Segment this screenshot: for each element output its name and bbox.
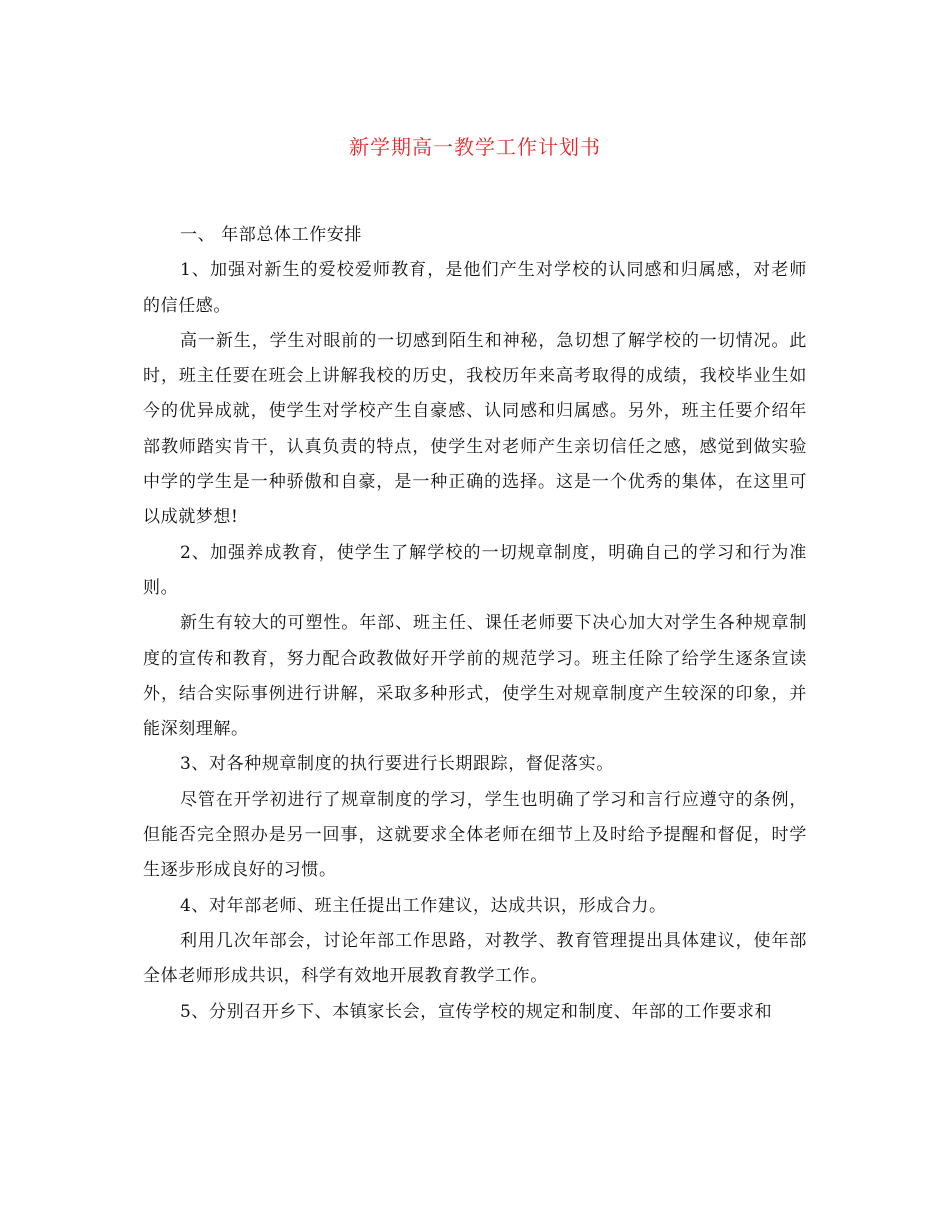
paragraph-item-3: 3、对各种规章制度的执行要进行长期跟踪，督促落实。 — [180, 754, 614, 775]
paragraph-item-1: 1、加强对新生的爱校爱师教育，是他们产生对学校的认同感和归属感，对老师的信任感。 — [143, 260, 807, 316]
paragraph: 利用几次年部会，讨论年部工作思路，对教学、教育管理提出具体建议，使年部全体老师形成共识，科学有效地开展教育教学工作。 — [143, 930, 807, 987]
paragraph-item-2: 2、加强养成教育，使学生了解学校的一切规章制度，明确自己的学习和行为准则。 — [143, 542, 807, 598]
document-title: 新学期高一教学工作计划书 — [349, 135, 601, 159]
section-heading: 一、 年部总体工作安排 — [180, 225, 363, 245]
paragraph: 新生有较大的可塑性。年部、班主任、课任老师要下决心加大对学生各种规章制度的宣传和教育，努力配合政教做好开学前的规范学习。班主任除了给学生逐条宣读外，结合实际事例进行讲解，采取多种形式，使学生对规章制度产生较深的印象，并能深刻理解。 — [143, 613, 807, 740]
paragraph: 高一新生，学生对眼前的一切感到陌生和神秘，急切想了解学校的一切情况。此时，班主任要在班会上讲解我校的历史，我校历年来高考取得的成绩，我校毕业生如今的优异成就，使学生对学校产生自豪感、认同感和归属感。另外，班主任要介绍年部教师踏实肯干，认真负责的特点，使学生对老师产生亲切信任之感，感觉到做实验中学的学生是一种骄傲和自豪，是一种正确的选择。这是一个优秀的集体，在这里可以成就梦想! — [143, 330, 807, 528]
paragraph: 尽管在开学初进行了规章制度的学习，学生也明确了学习和言行应遵守的条例，但能否完全照办是另一回事，这就要求全体老师在细节上及时给予提醒和督促，时学生逐步形成良好的习惯。 — [143, 789, 807, 881]
paragraph-item-4: 4、对年部老师、班主任提出工作建议，达成共识，形成合力。 — [180, 895, 667, 916]
document-body — [143, 218, 807, 1030]
paragraph-item-5: 5、分别召开乡下、本镇家长会，宣传学校的规定和制度、年部的工作要求和 — [180, 1001, 773, 1022]
